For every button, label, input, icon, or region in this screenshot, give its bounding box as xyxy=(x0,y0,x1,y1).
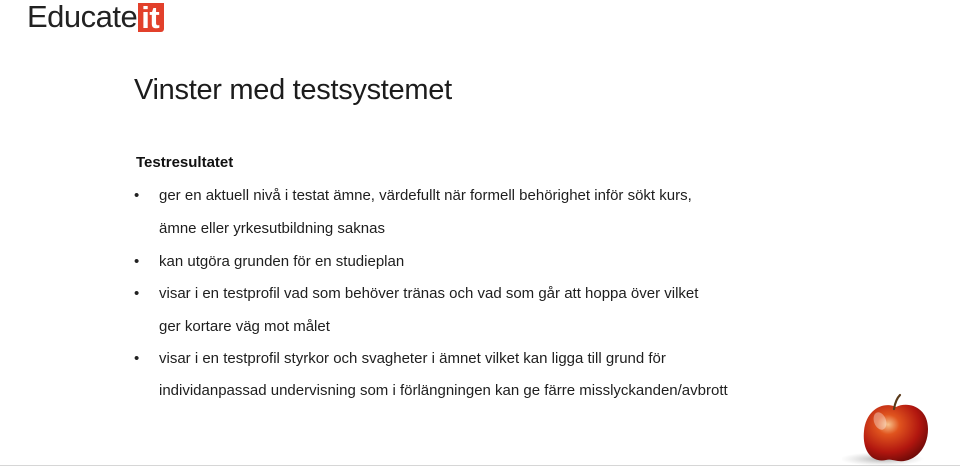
logo-badge: it xyxy=(138,3,164,32)
bullet-line: kan utgöra grunden för en studieplan xyxy=(159,253,405,270)
bullet-line: ger kortare väg mot målet xyxy=(159,318,330,335)
educateit-logo xyxy=(27,0,164,35)
bullet-line: visar i en testprofil styrkor och svagheter i ämnet vilket kan ligga till grund för xyxy=(159,350,666,367)
bullet-marker: • xyxy=(134,285,140,302)
bullet-line: ämne eller yrkesutbildning saknas xyxy=(159,220,385,237)
slide-title: Vinster med testsystemet xyxy=(134,74,452,106)
bullet-marker: • xyxy=(134,350,140,367)
bullet-marker: • xyxy=(134,187,140,204)
bullet-marker: • xyxy=(134,253,140,270)
bullet-line: ger en aktuell nivå i testat ämne, värdefullt när formell behörighet inför sökt kurs, xyxy=(159,187,692,204)
footer-divider xyxy=(0,465,960,466)
apple-icon xyxy=(842,393,942,473)
logo-wordmark: Educate xyxy=(27,0,138,34)
bullet-line: visar i en testprofil vad som behöver tränas och vad som går att hoppa över vilket xyxy=(159,285,699,302)
bullet-line: individanpassad undervisning som i förlängningen kan ge färre misslyckanden/avbrott xyxy=(159,382,728,399)
section-subheading: Testresultatet xyxy=(136,154,234,171)
